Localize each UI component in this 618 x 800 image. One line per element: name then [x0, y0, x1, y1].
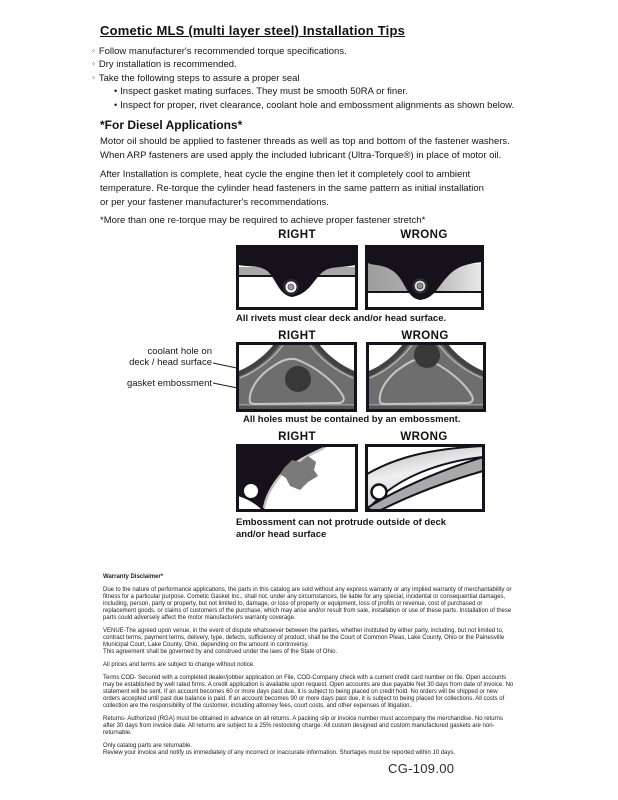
annotation-line: coolant hole on: [147, 346, 212, 357]
diesel-paragraph-2: [100, 168, 484, 210]
venue-paragraph: [103, 628, 515, 656]
text-line: Only catalog parts are returnable.: [103, 743, 193, 749]
protrusion-right-diagram: [236, 444, 358, 512]
gasket-embossment-annotation: gasket embossment: [126, 378, 212, 389]
tip-text: Inspect for proper, rivet clearance, coolant hole and embossment alignments as shown below.: [120, 99, 515, 111]
list-item: [114, 99, 514, 112]
embossment-wrong-diagram: [366, 342, 486, 412]
right-label: RIGHT: [278, 431, 316, 443]
text-line: or per your fastener manufacturer's recommendations.: [100, 197, 329, 208]
legal-section: [103, 574, 515, 763]
circle-bullet-icon: ◦: [92, 46, 95, 55]
returns-paragraph: Returns- Authorized (RGA) must be obtained in advance on all returns. A packing slip or invoice number must accompany the merchandise. No returns after 30 days from invoice date. All returns are subject to a 25% restocking charge. All custom designed and custom manufactured gaskets are non-returnable.: [103, 716, 503, 736]
prices-paragraph: All prices and terms are subject to change without notice.: [103, 662, 255, 668]
text-line: Review your invoice and notify us immediately of any incorrect or inaccurate information. Shortages must be reported within 10 days.: [103, 750, 456, 756]
wrong-label: WRONG: [400, 431, 448, 443]
rivet-right-diagram: [236, 245, 358, 310]
dot-bullet-icon: •: [114, 86, 118, 97]
embossment-caption: All holes must be contained by an embossment.: [243, 414, 461, 425]
embossment-right-diagram: [236, 342, 357, 412]
text-line: After Installation is complete, heat cycle the engine then let it completely cool to ambient: [100, 169, 471, 180]
coolant-hole-annotation: [90, 347, 212, 368]
list-item: [114, 85, 514, 98]
protrusion-right-graphic: [236, 444, 358, 512]
rivet-caption: All rivets must clear deck and/or head surface.: [236, 313, 447, 324]
list-item: [92, 45, 514, 58]
text-line: This agreement shall be governed by and construed under the laws of the State of Ohio.: [103, 649, 338, 655]
tip-text: Inspect gasket mating surfaces. They must be smooth 50RA or finer.: [120, 86, 408, 98]
list-item: [92, 72, 514, 85]
returnable-paragraph: [103, 743, 515, 757]
tip-text: Dry installation is recommended.: [98, 59, 237, 71]
page-title: Cometic MLS (multi layer steel) Installation Tips: [100, 23, 406, 38]
protrusion-wrong-graphic: [365, 444, 485, 512]
caption-line: and/or head surface: [236, 528, 327, 540]
text-line: temperature. Re-torque the cylinder head fasteners in the same pattern as initial installation: [100, 183, 484, 194]
installation-tips-list: [92, 45, 514, 112]
embossment-right-graphic: [236, 342, 357, 412]
text-line: Motor oil should be applied to fastener threads as well as top and bottom of the fastener washers.: [100, 136, 510, 147]
embossment-wrong-graphic: [366, 342, 486, 412]
circle-bullet-icon: ◦: [92, 72, 95, 82]
diesel-note: *More than one re-torque may be required to achieve proper fastener stretch*: [100, 215, 426, 226]
diesel-heading: *For Diesel Applications*: [100, 118, 243, 132]
annotation-line: deck / head surface: [129, 356, 212, 368]
circle-bullet-icon: ◦: [92, 59, 95, 69]
text-line: When ARP fasteners are used apply the included lubricant (Ultra-Torque®) in place of motor oil.: [100, 150, 502, 161]
right-label: RIGHT: [278, 229, 316, 241]
rivet-right-graphic: [236, 245, 358, 310]
diesel-paragraph-1: [100, 135, 510, 163]
page-number: CG-109.00: [388, 761, 455, 776]
protrusion-wrong-diagram: [365, 444, 485, 512]
list-item: [92, 58, 514, 71]
wrong-label: WRONG: [400, 229, 448, 241]
warranty-disclaimer-heading: Warranty Disclaimer*: [103, 574, 164, 580]
rivet-wrong-graphic: [365, 245, 484, 310]
caption-line: Embossment can not protrude outside of deck: [236, 517, 447, 528]
tip-text: Take the following steps to assure a proper seal: [98, 72, 300, 84]
tip-text: Follow manufacturer's recommended torque specifications.: [98, 46, 347, 57]
terms-cod-paragraph: Terms COD- Secured with a completed dealer/jobber application on File, COD-Company check with a current credit card number on file. Open accounts may be established by well rated firms. A credit application is available upon request. Open accounts are due payable Net 30 days from date of invoice. No statement will be sent. If an account becomes 60 or more days past due, it is subject to being placed on credit hold. No orders will be shipped or new orders accepted until past due balance is paid. If an account becomes 90 or more days past due, it is subject to being placed for collections. All costs of collection are the responsibility of the customer, including attorney fees, court costs, and other expenses of litigation.: [103, 675, 514, 709]
dot-bullet-icon: •: [114, 99, 118, 110]
wrong-label: WRONG: [401, 330, 449, 342]
text-line: VENUE-The agreed upon venue, in the event of dispute whatsoever between the parties, whether instituted by either party, including, but not limited to, contract terms, payment terms, delivery, type, defects, sufficiency of product, shall be the Court of Common Pleas, Lake County, Ohio or the Painesville Municipal Court, Lake County, Ohio, depending on the amount in controversy.: [103, 628, 505, 648]
rivet-wrong-diagram: [365, 245, 484, 310]
protrusion-caption: [236, 517, 446, 540]
right-label: RIGHT: [278, 330, 316, 342]
warranty-paragraph: Due to the nature of performance applications, the parts in this catalog are sold without any express warranty or any implied warranty of merchantability or fitness for a particular purpose. Cometic Gasket Inc., shall not, under any circumstances, be liable for any special, incidental or consequential damages, including, person, party or property, but not limited to, damage, or loss of property or equipment, loss of profits or revenue, cost of purchased or replacement goods, or claims of customers of the purchase, which may arise and/or result from sale, installation or use of these parts. Installation of these parts could adversely affect the motor manufacturers warranty coverage.: [103, 587, 512, 621]
